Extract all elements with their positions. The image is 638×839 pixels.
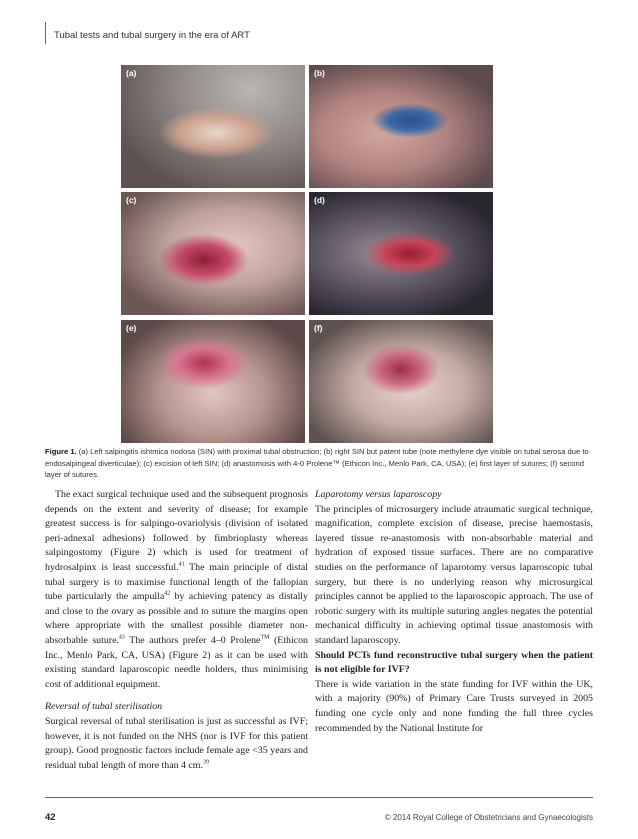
citation-ref: 42 [164,590,171,597]
caption-label: Figure 1. [45,447,77,456]
left-column [45,488,308,773]
citation-ref: 39 [202,759,209,766]
left-paragraph-2 [45,715,308,773]
subheading-reversal: Reversal of tubal sterilisation [45,701,163,713]
panel-label-c: (c) [126,195,137,205]
figure-panel-e [121,320,305,443]
text-run: The main principle of distal tubal surgery is to maximise functional length of the fallopian tube particularly the ampulla [45,561,308,603]
figure-panel-b [309,65,493,188]
citation-ref: 43 [118,634,125,641]
figure-1 [121,65,618,445]
panel-label-d: (d) [314,195,325,205]
panel-label-a: (a) [126,68,137,78]
citation-ref: 41 [178,561,185,568]
copyright-notice: © 2014 Royal College of Obstetricians and Gynaecologists [384,813,593,822]
right-paragraph-2: There is wide variation in the state funding for IVF within the UK, with a majority (90%) of Primary Care Trusts surveyed in 2005 funding one cycle only and none funding the full three cycles recommended by the National Institute for [315,678,593,734]
figure-panel-f [309,320,493,443]
text-run: (Ethicon Inc., Menlo Park, CA, USA) (Figure 2) as it can be used with existing standard laparoscopic needle holders, thus minimising cost of additional equipment. [45,634,308,690]
panel-label-b: (b) [314,68,325,78]
subheading-laparotomy: Laparotomy versus laparoscopy [315,489,442,500]
left-paragraph-1 [45,488,308,692]
text-run: The authors prefer 4–0 Prolene [124,634,261,646]
panel-label-f: (f) [314,323,323,333]
panel-label-e: (e) [126,323,137,333]
caption-text: (a) Left salpingitis ishtmica nodosa (SIN) with proximal tubal obstruction; (b) right SIN but patent tube (note methylene dye visible on tubal serosa due to endosalpingeal diverticulae); (c) excision of left SIN; (d) anastomosis with 4-0 Prolene™ (Ethicon Inc., Menlo Park, CA, USA); (e) first layer of sutures; (f) second layer of sutures. [45,447,589,479]
figure-caption [45,446,593,481]
section-heading-pcts: Should PCTs fund reconstructive tubal surgery when the patient is not eligible for IVF? [315,649,593,676]
text-run: The exact surgical technique used and the subsequent prognosis depends on the extent and severity of disease; for example greatest success is for salpingo-ovariolysis (division of isolated peri-adnexal adhesions) followed by fimbrioplasty whereas salpingostomy (Figure 2) which is used for treatment of hydrosalpinx is least successful. [45,489,308,573]
figure-panel-a [121,65,305,188]
figure-panel-d [309,192,493,315]
figure-panel-c [121,192,305,315]
right-column [315,488,593,736]
text-run: by achieving patency as distally and close to the ovary as possible and to suture the margins open where appropriate with the smallest possible diameter non-absorbable suture. [45,591,308,646]
page-number: 42 [45,812,56,823]
text-run: Surgical reversal of tubal sterilisation is just as successful as IVF; however, it is not funded on the NHS (nor is IVF for this patient group). Good prognostic factors include female age <35 years and residual tubal length of more than 4 cm. [45,715,308,771]
footer-rule [45,797,593,798]
right-paragraph-1: The principles of microsurgery include atraumatic surgical technique, magnification, complete excision of disease, precise haemostasis, layered tissue re-anastomosis with non-absorbable material and hydration of exposed tissue surfaces. There are no comparative studies on the performance of laparotomy versus laparoscopic tubal surgery, but there is no underlying reason why microsurgical principles cannot be applied to the laparoscopic approach. The use of robotic surgery with its multiple suturing angles negates the potential mechanical difficulty in achieving optimal tissue anastomosis with standard laparoscopy. [315,503,593,646]
running-head-text: Tubal tests and tubal surgery in the era of ART [54,30,250,41]
running-head [45,22,250,44]
trademark-mark: TM [260,634,270,641]
